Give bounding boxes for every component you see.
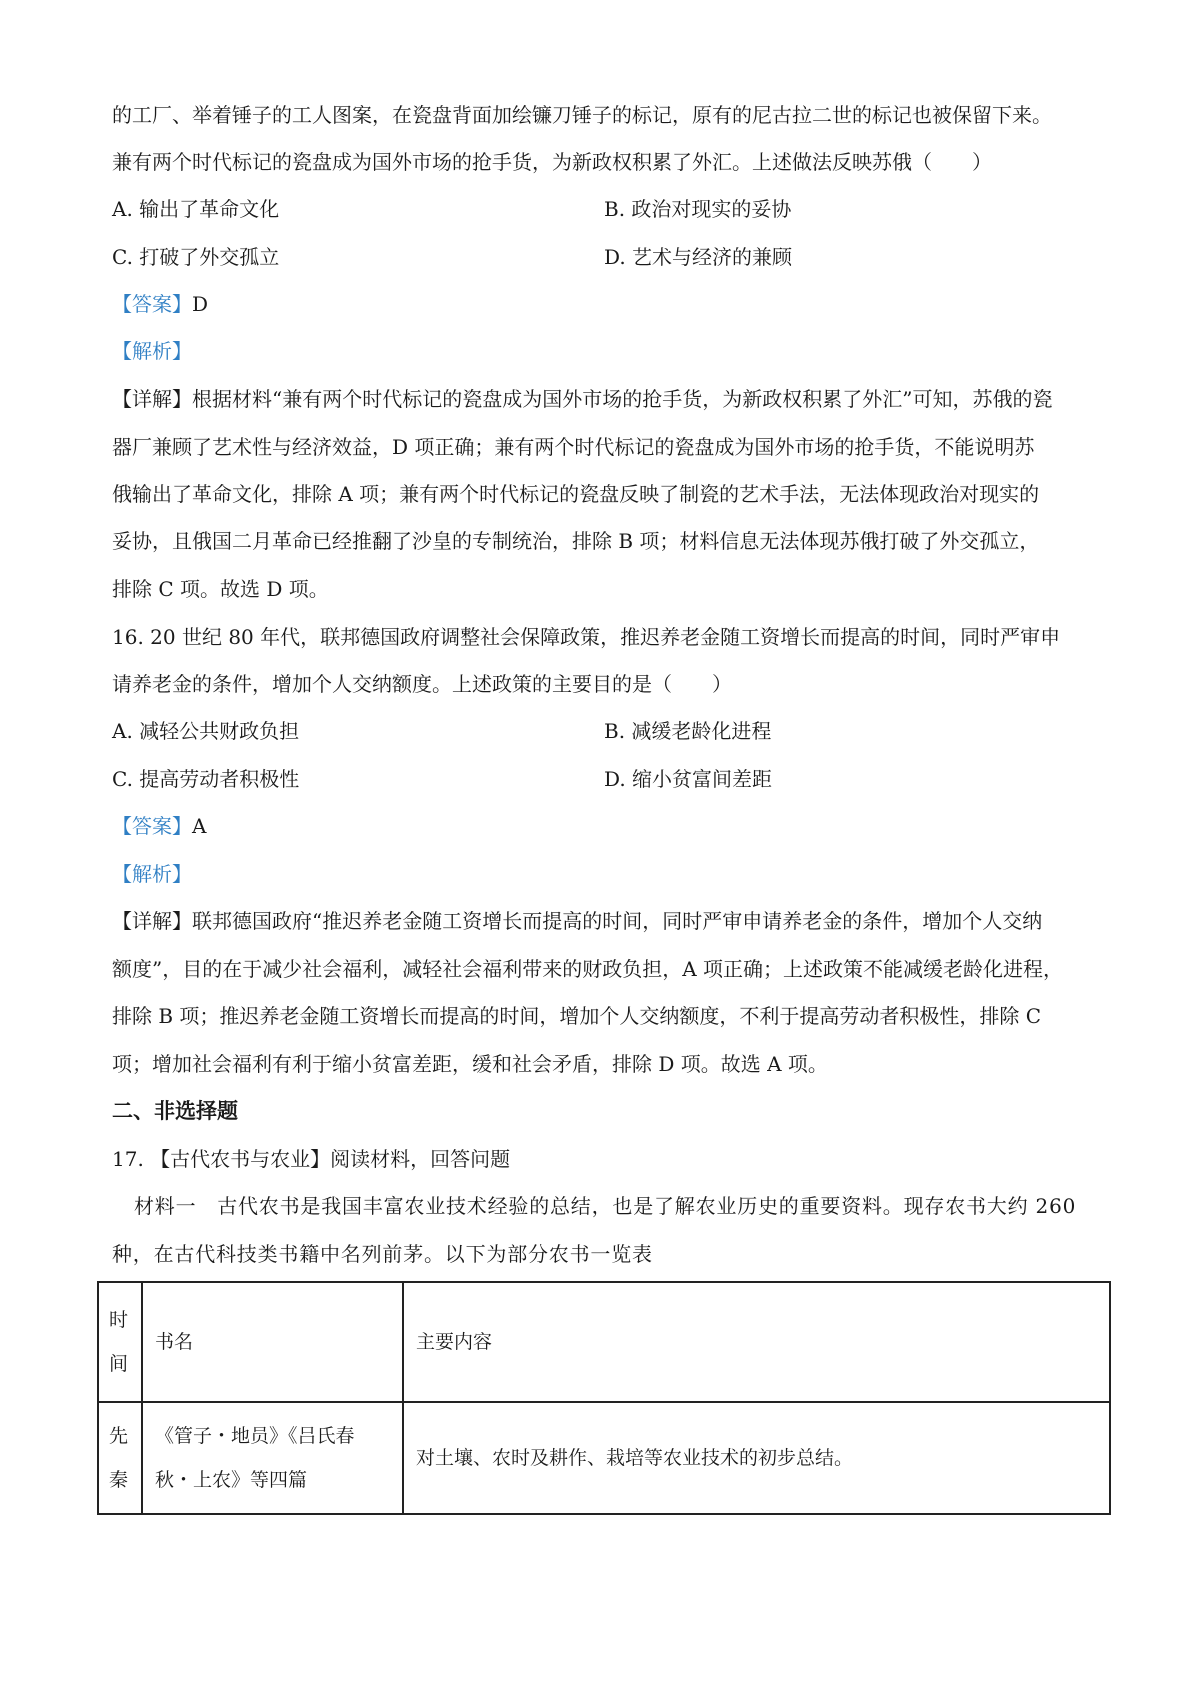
q15-detail-label: 【详解】 [112, 387, 192, 411]
q16-option-c: C. 提高劳动者积极性 [112, 767, 300, 791]
q16-detail-line-4: 项；增加社会福利有利于缩小贫富差距，缓和社会矛盾，排除 D 项。故选 A 项。 [112, 1052, 828, 1076]
q16-answer-label: 【答案】 [112, 814, 192, 838]
q16-answer-value: A [192, 814, 207, 838]
q15-detail-line-2: 器厂兼顾了艺术性与经济效益，D 项正确；兼有两个时代标记的瓷盘成为国外市场的抢手货，不能说明苏 [112, 435, 1035, 459]
row-time-char-2: 秦 [109, 1469, 129, 1491]
q16-text-line-1: 16. 20 世纪 80 年代，联邦德国政府调整社会保障政策，推迟养老金随工资增长而提高的时间，同时严审申 [112, 625, 1061, 649]
q16-detail-line-1 [112, 908, 1102, 934]
q16-option-a: A. 减轻公共财政负担 [112, 719, 300, 743]
header-time-cell [98, 1282, 142, 1402]
q15-detail-line-3: 俄输出了革命文化，排除 A 项；兼有两个时代标记的瓷盘反映了制瓷的艺术手法，无法体现政治对现实的 [112, 482, 1040, 506]
q16-options-row-2 [112, 766, 1102, 792]
q15-option-c: C. 打破了外交孤立 [112, 245, 280, 269]
q15-detail-line-1 [112, 386, 1102, 412]
q16-detail-text-1: 联邦德国政府“推迟养老金随工资增长而提高的时间，同时严审申请养老金的条件，增加个人交纳 [192, 909, 1043, 933]
q17-material-line-2: 种，在古代科技类书籍中名列前茅。以下为部分农书一览表 [112, 1242, 653, 1266]
row-time-cell [98, 1402, 142, 1514]
q16-answer [112, 813, 1102, 839]
q15-option-d: D. 艺术与经济的兼顾 [604, 245, 793, 269]
q15-analysis-label: 【解析】 [112, 339, 192, 363]
q15-text-line-2: 兼有两个时代标记的瓷盘成为国外市场的抢手货，为新政权积累了外汇。上述做法反映苏俄（ ） [112, 150, 992, 174]
q15-answer-label: 【答案】 [112, 292, 192, 316]
header-time-char-1: 时 [109, 1309, 129, 1331]
table-header-row [98, 1282, 1110, 1402]
header-time-char-2: 间 [109, 1353, 129, 1375]
q15-detail-line-4: 妥协，且俄国二月革命已经推翻了沙皇的专制统治，排除 B 项；材料信息无法体现苏俄打破了外交孤立， [112, 529, 1040, 553]
q15-options-row-2 [112, 244, 1102, 270]
header-name-cell: 书名 [142, 1282, 403, 1402]
q15-option-a: A. 输出了革命文化 [112, 197, 280, 221]
q16-detail-line-2: 额度”，目的在于减少社会福利，减轻社会福利带来的财政负担，A 项正确；上述政策不能减缓老龄化进程， [112, 957, 1064, 981]
q15-options-row-1 [112, 196, 1102, 222]
row-name-line-2: 秋・上农》等四篇 [155, 1469, 308, 1491]
row-content-cell: 对土壤、农时及耕作、栽培等农业技术的初步总结。 [403, 1402, 1110, 1514]
q17-title: 17. 【古代农书与农业】阅读材料，回答问题 [112, 1147, 511, 1171]
q16-detail-line-3: 排除 B 项；推迟养老金随工资增长而提高的时间，增加个人交纳额度，不利于提高劳动者积极性，排除 C [112, 1004, 1042, 1028]
row-name-line-1: 《管子・地员》《吕氏春 [155, 1425, 355, 1447]
q16-detail-label: 【详解】 [112, 909, 192, 933]
table-row [98, 1402, 1110, 1514]
row-time-char-1: 先 [109, 1425, 129, 1447]
header-content-cell: 主要内容 [403, 1282, 1110, 1402]
q15-option-b: B. 政治对现实的妥协 [604, 197, 792, 221]
q16-options-row-1 [112, 718, 1102, 744]
section-heading: 二、非选择题 [112, 1099, 238, 1123]
q15-answer-value: D [192, 292, 209, 316]
q15-answer [112, 291, 1102, 317]
row-name-cell [142, 1402, 403, 1514]
agricultural-books-table [97, 1281, 1111, 1515]
q16-option-d: D. 缩小贫富间差距 [604, 767, 773, 791]
q15-detail-line-5: 排除 C 项。故选 D 项。 [112, 577, 329, 601]
q15-text-line-1: 的工厂、举着锤子的工人图案，在瓷盘背面加绘镰刀锤子的标记，原有的尼古拉二世的标记也被保留下来。 [112, 103, 1052, 127]
q15-detail-text-1: 根据材料“兼有两个时代标记的瓷盘成为国外市场的抢手货，为新政权积累了外汇”可知，苏俄的瓷 [192, 387, 1053, 411]
q16-option-b: B. 减缓老龄化进程 [604, 719, 772, 743]
q16-text-line-2: 请养老金的条件，增加个人交纳额度。上述政策的主要目的是（ ） [112, 672, 732, 696]
q16-analysis-label: 【解析】 [112, 862, 192, 886]
q17-material-line-1: 材料一 古代农书是我国丰富农业技术经验的总结，也是了解农业历史的重要资料。现存农书大约 260 [134, 1194, 1077, 1218]
